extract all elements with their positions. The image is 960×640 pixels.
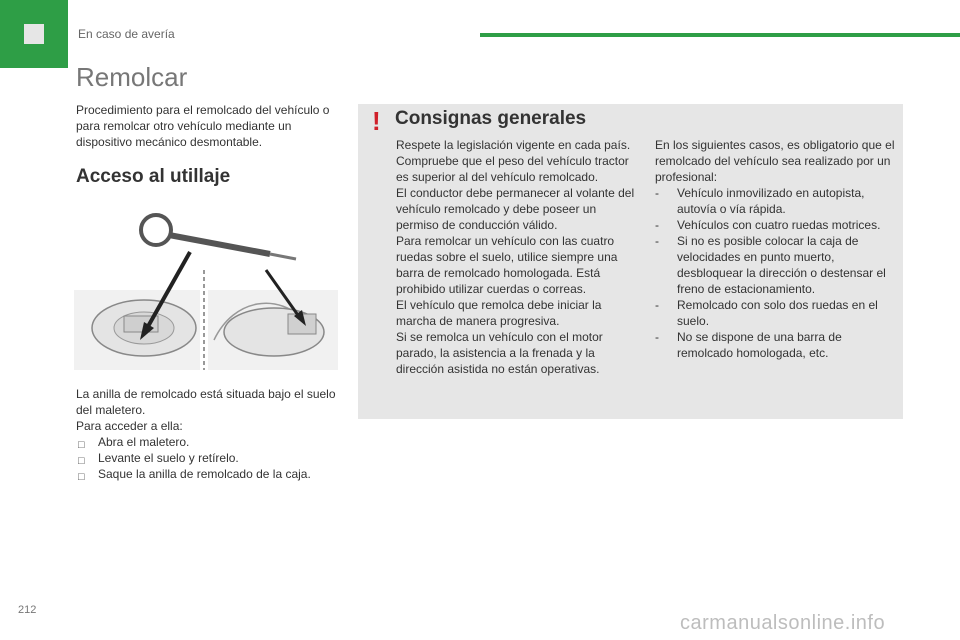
- header-rule: [480, 33, 960, 37]
- tab-square: [24, 24, 44, 44]
- section-label: En caso de avería: [78, 27, 175, 41]
- warning-paragraph: Para remolcar un vehículo con las cuatro ruedas sobre el suelo, utilice siempre una barra de remolcado homologada. Está prohibido utilizar cuerdas o correas.: [396, 234, 618, 296]
- warning-paragraph: El conductor debe permanecer al volante del vehículo remolcado y debe poseer un permiso de conducción válido.: [396, 186, 635, 232]
- warning-left-column: [396, 137, 638, 377]
- intro-text: Procedimiento para el remolcado del vehículo o para remolcar otro vehículo mediante un dispositivo mecánico desmontable.: [76, 103, 330, 149]
- towing-eye-thread: [270, 254, 296, 259]
- page-title: Remolcar: [76, 62, 188, 92]
- checkbox-icon: □: [78, 455, 85, 467]
- case-item: [655, 233, 899, 297]
- towing-eye-illustration: [74, 210, 338, 370]
- case-item: [655, 329, 899, 361]
- case-item: [655, 185, 899, 217]
- subsection-title: Acceso al utillaje: [76, 166, 231, 187]
- case-text: Si no es posible colocar la caja de velocidades en punto muerto, desbloquear la dirección o destensar el freno de estacionamiento.: [677, 234, 886, 296]
- step-text: Saque la anilla de remolcado de la caja.: [98, 467, 311, 481]
- dash-icon: -: [655, 330, 659, 344]
- warning-title: Consignas generales: [395, 108, 587, 129]
- case-text: No se dispone de una barra de remolcado homologada, etc.: [677, 330, 842, 360]
- page-number: 212: [18, 604, 37, 616]
- exclamation-icon: !: [372, 106, 381, 136]
- dash-icon: -: [655, 298, 659, 312]
- dash-icon: -: [655, 186, 659, 200]
- description-line: Para acceder a ella:: [76, 419, 183, 433]
- step-text: Levante el suelo y retírelo.: [98, 451, 239, 465]
- warning-paragraph: El vehículo que remolca debe iniciar la marcha de manera progresiva.: [396, 298, 602, 328]
- case-text: Vehículos con cuatro ruedas motrices.: [677, 218, 881, 232]
- towing-eye-ring: [141, 215, 171, 245]
- warning-paragraph: Si se remolca un vehículo con el motor parado, la asistencia a la frenada y la dirección asistida no están operativas.: [396, 330, 603, 376]
- step-item: [76, 450, 338, 466]
- step-item: [76, 466, 338, 482]
- watermark: carmanualsonline.info: [680, 612, 886, 634]
- description-line: La anilla de remolcado está situada bajo el suelo del maletero.: [76, 387, 336, 417]
- checkbox-icon: □: [78, 439, 85, 451]
- case-item: [655, 297, 899, 329]
- tool-description: [76, 386, 338, 482]
- dash-icon: -: [655, 234, 659, 248]
- case-text: Remolcado con solo dos ruedas en el suelo.: [677, 298, 878, 328]
- warning-paragraph: Compruebe que el peso del vehículo tractor es superior al del vehículo remolcado.: [396, 154, 629, 184]
- towing-eye-shaft: [169, 235, 270, 254]
- case-item: [655, 217, 899, 233]
- step-list: [76, 434, 338, 482]
- warning-paragraph: Respete la legislación vigente en cada país.: [396, 138, 631, 152]
- section-tab: [0, 0, 68, 68]
- warning-right-column: [655, 137, 899, 361]
- warning-panel: [358, 104, 903, 419]
- case-text: Vehículo inmovilizado en autopista, autovía o vía rápida.: [677, 186, 865, 216]
- dash-icon: -: [655, 218, 659, 232]
- step-text: Abra el maletero.: [98, 435, 190, 449]
- professional-cases-list: [655, 185, 899, 361]
- step-item: [76, 434, 338, 450]
- warning-right-intro: En los siguientes casos, es obligatorio que el remolcado del vehículo sea realizado por un profesional:: [655, 138, 895, 184]
- checkbox-icon: □: [78, 471, 85, 483]
